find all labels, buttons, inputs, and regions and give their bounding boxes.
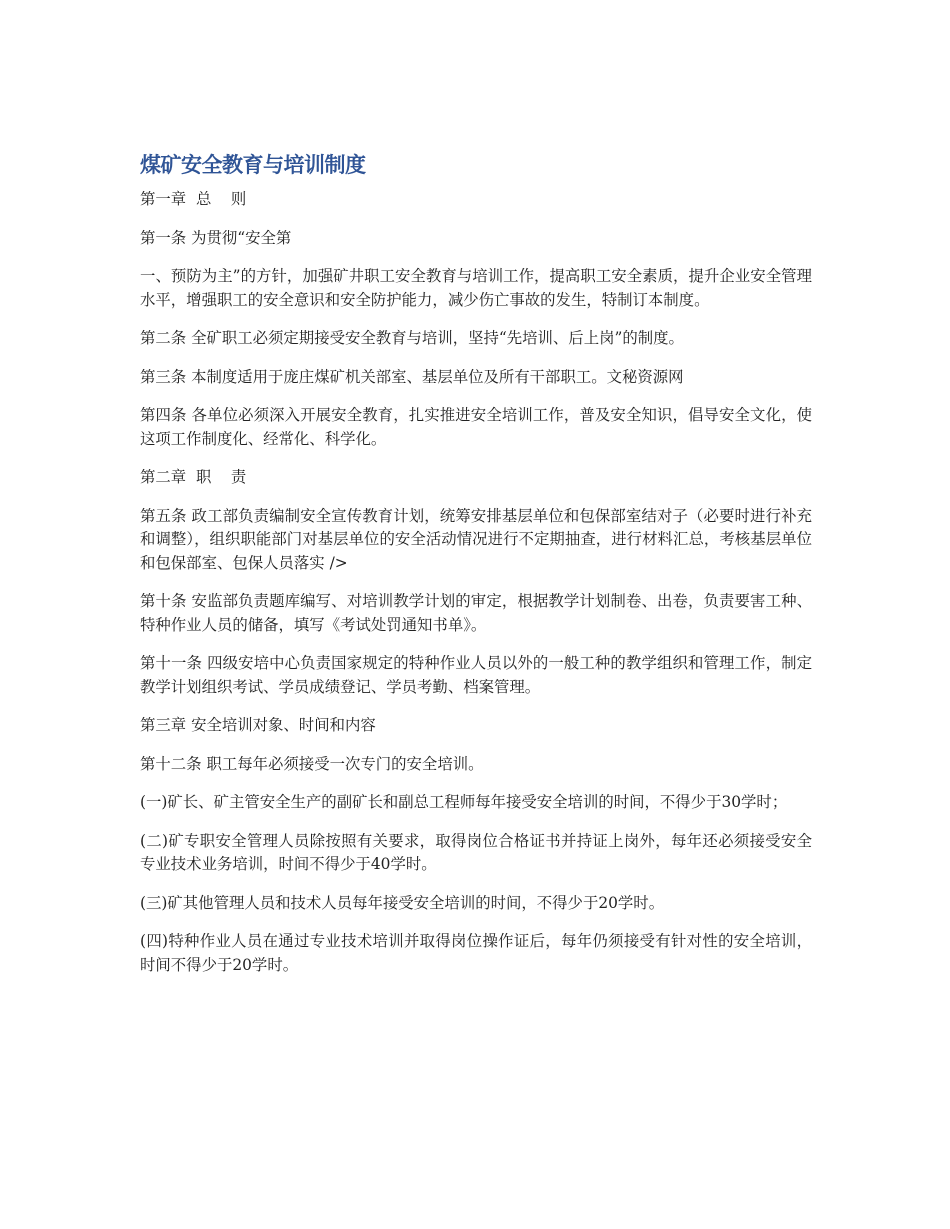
paragraph-item-1: (一)矿长、矿主管安全生产的副矿长和副总工程师每年接受安全培训的时间，不得少于30学时；: [140, 793, 788, 811]
paragraph-article-12: 第十二条 职工每年必须接受一次专门的安全培训。: [140, 754, 484, 773]
chapter-heading-3: 第三章 安全培训对象、时间和内容: [140, 716, 376, 734]
paragraph-item-2: (二)矿专职安全管理人员除按照有关要求，取得岗位合格证书并持证上岗外，每年还必须接受安全专业技术业务培训，时间不得少于40学时。: [140, 831, 812, 873]
chapter-heading-1: 第一章 总 则: [140, 190, 247, 208]
paragraph-item-4: (四)特种作业人员在通过专业技术培训并取得岗位操作证后，每年仍须接受有针对性的安全培训，时间不得少于20学时。: [140, 932, 812, 974]
document-page: [140, 148, 812, 992]
paragraph-article-1: 第一条 为贯彻“安全第: [140, 228, 292, 247]
paragraph-item-3: (三)矿其他管理人员和技术人员每年接受安全培训的时间，不得少于20学时。: [140, 893, 665, 912]
paragraph-article-3: 第三条 本制度适用于庞庄煤矿机关部室、基层单位及所有干部职工。文秘资源网: [140, 367, 684, 386]
paragraph-article-1-cont: 一、预防为主”的方针，加强矿井职工安全教育与培训工作，提高职工安全素质，提升企业安全管理水平，增强职工的安全意识和安全防护能力，减少伤亡事故的发生，特制订本制度。: [140, 267, 812, 309]
paragraph-article-10: 第十条 安监部负责题库编写、对培训教学计划的审定，根据教学计划制卷、出卷，负责要害工种、特种作业人员的储备，填写《考试处罚通知书单》。: [140, 592, 812, 634]
paragraph-article-11: 第十一条 四级安培中心负责国家规定的特种作业人员以外的一般工种的教学组织和管理工作，制定教学计划组织考试、学员成绩登记、学员考勤、档案管理。: [140, 654, 812, 696]
paragraph-article-4: 第四条 各单位必须深入开展安全教育，扎实推进安全培训工作，普及安全知识，倡导安全文化，使这项工作制度化、经常化、科学化。: [140, 406, 812, 448]
paragraph-article-2: 第二条 全矿职工必须定期接受安全教育与培训，坚持“先培训、后上岗”的制度。: [140, 329, 684, 347]
paragraph-article-5: 第五条 政工部负责编制安全宣传教育计划，统筹安排基层单位和包保部室结对子（必要时进行补充和调整），组织职能部门对基层单位的安全活动情况进行不定期抽查，进行材料汇总，考核基层单位和包保部室、包保人员落实 />: [140, 506, 812, 572]
chapter-heading-2: 第二章 职 责: [140, 468, 247, 486]
document-title: 煤矿安全教育与培训制度: [140, 153, 366, 177]
